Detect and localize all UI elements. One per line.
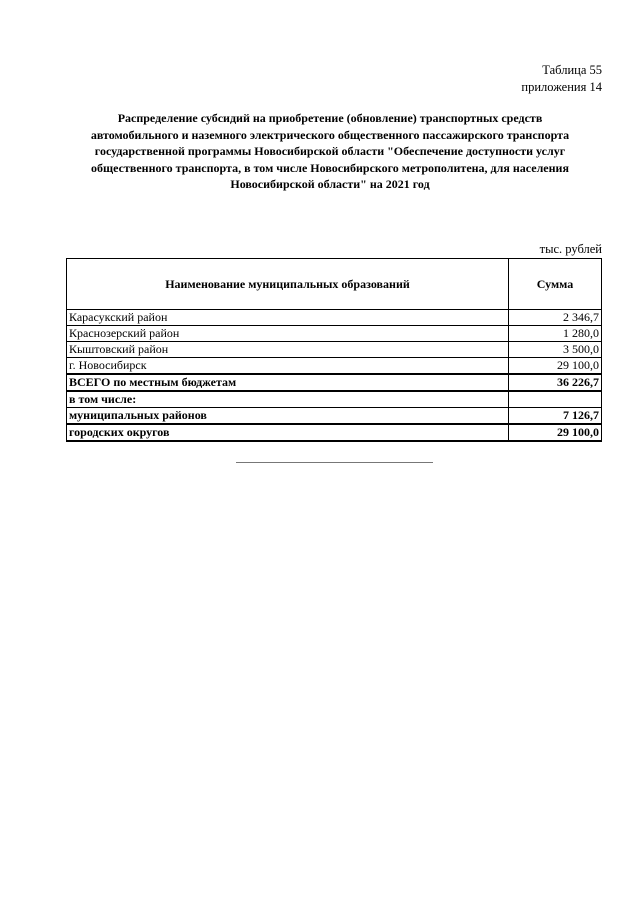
table-number: Таблица 55: [542, 63, 602, 77]
subheading-row: [67, 391, 602, 408]
table-header-row: [67, 259, 602, 310]
table-row: [67, 326, 602, 342]
row-name: Кыштовский район: [67, 342, 509, 358]
row-sum: 29 100,0: [509, 424, 602, 441]
row-sum: [509, 391, 602, 408]
total-row: [67, 374, 602, 391]
row-name: муниципальных районов: [67, 408, 509, 425]
column-header-sum: Сумма: [509, 259, 602, 310]
row-name: в том числе:: [67, 391, 509, 408]
table-caption: [521, 62, 602, 96]
title-line: общественного транспорта, в том числе Новосибирского метрополитена, для населения: [91, 160, 569, 175]
row-sum: 3 500,0: [509, 342, 602, 358]
title-line: Распределение субсидий на приобретение (обновление) транспортных средств: [117, 111, 543, 125]
row-name: Карасукский район: [67, 310, 509, 326]
row-sum: 29 100,0: [509, 358, 602, 375]
row-sum: 1 280,0: [509, 326, 602, 342]
title-line: Новосибирской области" на 2021 год: [230, 177, 430, 191]
row-sum: 36 226,7: [509, 374, 602, 391]
row-name: городских округов: [67, 424, 509, 441]
table-row: [67, 358, 602, 375]
subsidy-table: [66, 258, 602, 442]
column-header-name: Наименование муниципальных образований: [67, 259, 509, 310]
title-line: государственной программы Новосибирской области "Обеспечение доступности услуг: [94, 144, 566, 158]
appendix-label: приложения 14: [521, 80, 602, 94]
row-name: ВСЕГО по местным бюджетам: [67, 374, 509, 391]
row-name: г. Новосибирск: [67, 358, 509, 375]
document-title: [70, 110, 590, 193]
row-name: Краснозерский район: [67, 326, 509, 342]
title-line: автомобильного и наземного электрического общественного пассажирского транспорта: [90, 127, 570, 142]
table-row: [67, 342, 602, 358]
subtotal-row: [67, 408, 602, 425]
row-sum: 7 126,7: [509, 408, 602, 425]
separator-line: [236, 462, 433, 463]
table-row: [67, 310, 602, 326]
units-label: тыс. рублей: [539, 242, 602, 256]
subtotal-row: [67, 424, 602, 441]
row-sum: 2 346,7: [509, 310, 602, 326]
